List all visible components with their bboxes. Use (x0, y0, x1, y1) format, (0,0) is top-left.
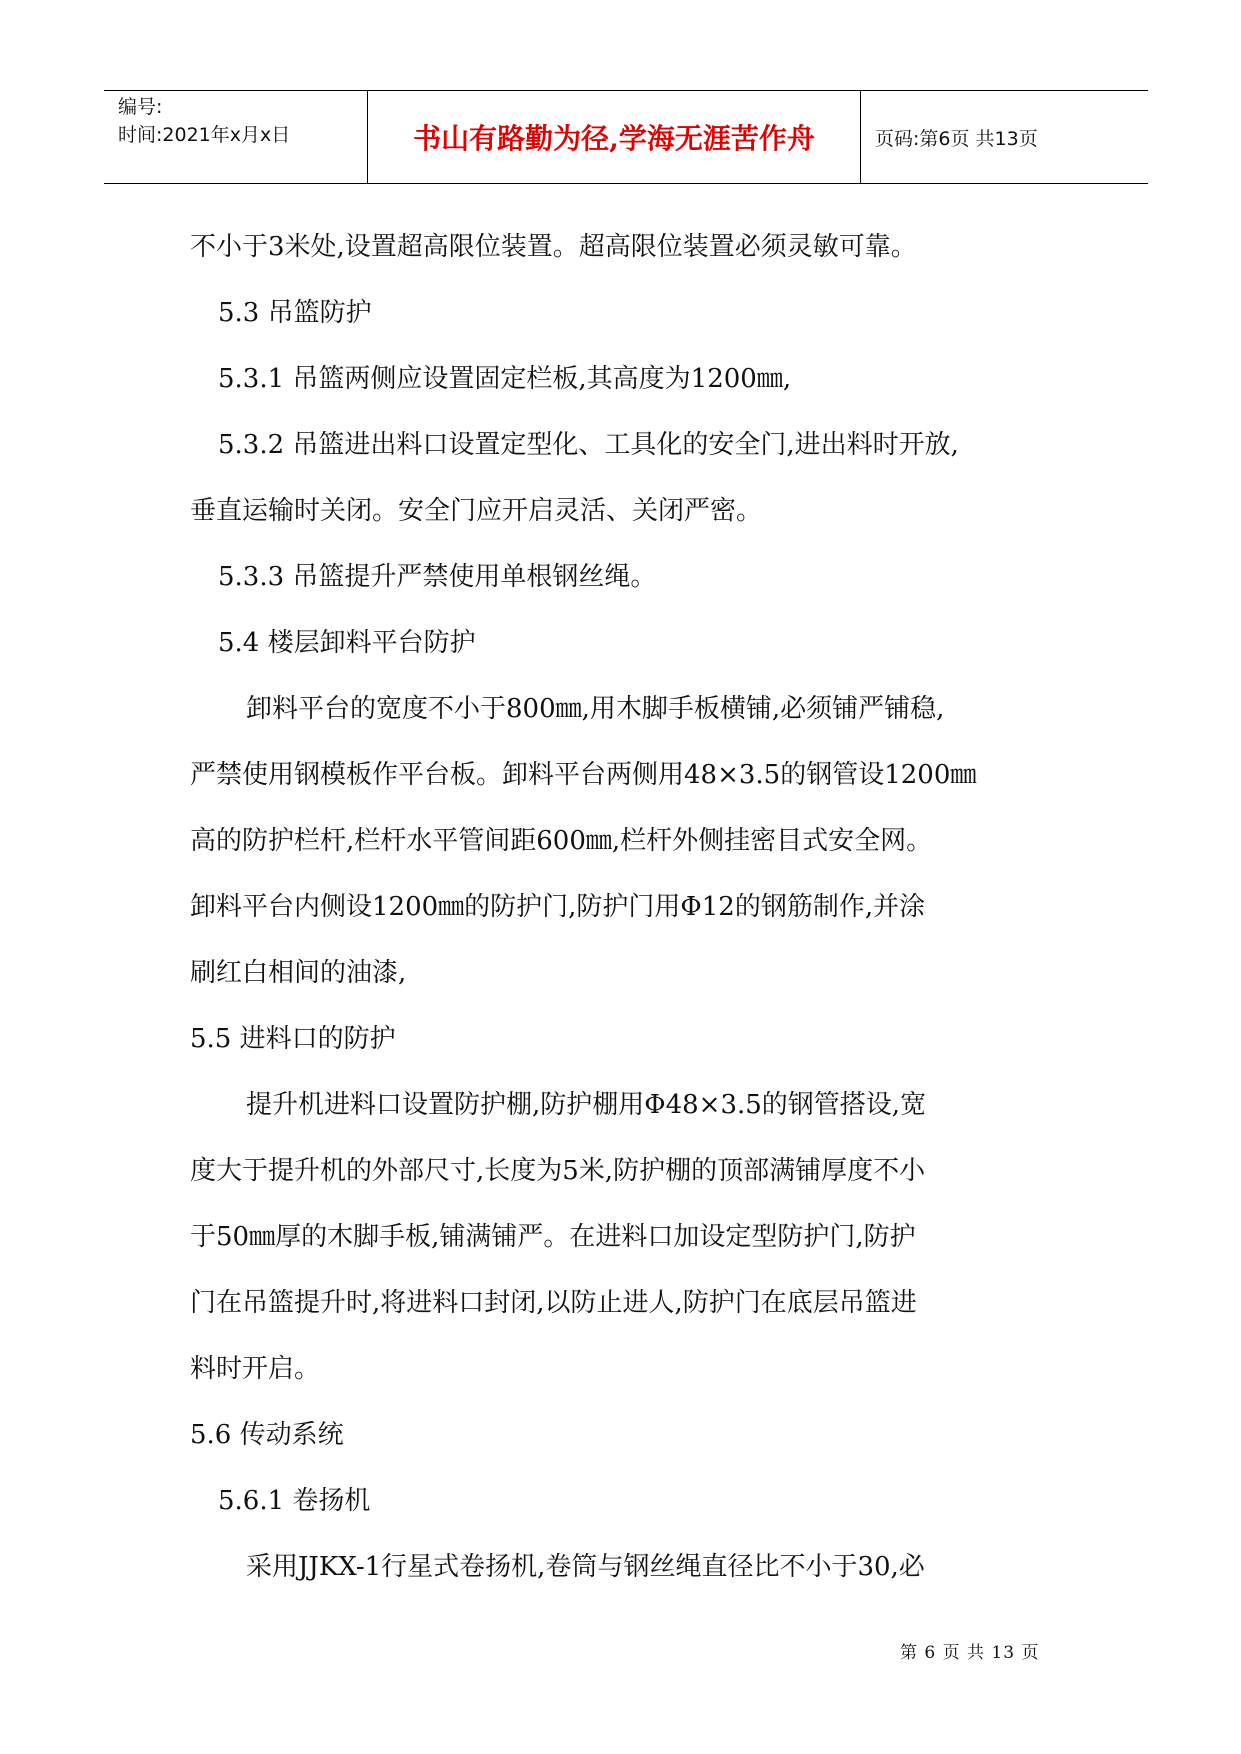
text-line: 卸料平台内侧设1200㎜的防护门,防护门用Φ12的钢筋制作,并涂 (190, 892, 926, 922)
header-page-label: 页码:第6页 共13页 (875, 127, 1038, 150)
text-line: 5.3.1 吊篮两侧应设置固定栏板,其高度为1200㎜, (218, 364, 792, 394)
section-heading: 5.5 进料口的防护 (190, 1024, 396, 1054)
header-motto: 书山有路勤为径,学海无涯苦作舟 (368, 91, 861, 183)
serial-label: 编号: (118, 96, 163, 118)
section-heading: 5.4 楼层卸料平台防护 (218, 628, 476, 658)
section-heading: 5.3 吊篮防护 (218, 298, 372, 328)
header-info-cell (104, 91, 368, 183)
text-line: 门在吊篮提升时,将进料口封闭,以防止进人,防护门在底层吊篮进 (190, 1288, 917, 1318)
text-line: 卸料平台的宽度不小于800㎜,用木脚手板横铺,必须铺严铺稳, (246, 694, 945, 724)
text-line: 5.3.3 吊篮提升严禁使用单根钢丝绳。 (218, 562, 657, 592)
text-line: 提升机进料口设置防护棚,防护棚用Φ48×3.5的钢管搭设,宽 (246, 1090, 927, 1120)
text-line: 5.3.2 吊篮进出料口设置定型化、工具化的安全门,进出料时开放, (218, 430, 959, 460)
page-header (104, 90, 1148, 184)
text-line: 刷红白相间的油漆, (190, 958, 407, 988)
text-line: 高的防护栏杆,栏杆水平管间距600㎜,栏杆外侧挂密目式安全网。 (190, 826, 933, 856)
text-line: 料时开启。 (190, 1354, 321, 1384)
text-line: 垂直运输时关闭。安全门应开启灵活、关闭严密。 (190, 496, 763, 526)
section-heading: 5.6.1 卷扬机 (218, 1486, 371, 1516)
section-heading: 5.6 传动系统 (190, 1420, 344, 1450)
text-line: 采用JJKX-1行星式卷扬机,卷筒与钢丝绳直径比不小于30,必 (246, 1552, 925, 1582)
date-label: 时间:2021年x月x日 (118, 124, 291, 146)
document-body (190, 214, 1070, 1600)
text-line: 度大于提升机的外部尺寸,长度为5米,防护棚的顶部满铺厚度不小 (190, 1156, 926, 1186)
text-line: 严禁使用钢模板作平台板。卸料平台两侧用48×3.5的钢管设1200㎜ (190, 760, 977, 790)
text-line: 不小于3米处,设置超高限位装置。超高限位装置必须灵敏可靠。 (190, 232, 917, 262)
text-line: 于50㎜厚的木脚手板,铺满铺严。在进料口加设定型防护门,防护 (190, 1222, 916, 1252)
page-footer: 第 6 页 共 13 页 (900, 1643, 1040, 1663)
